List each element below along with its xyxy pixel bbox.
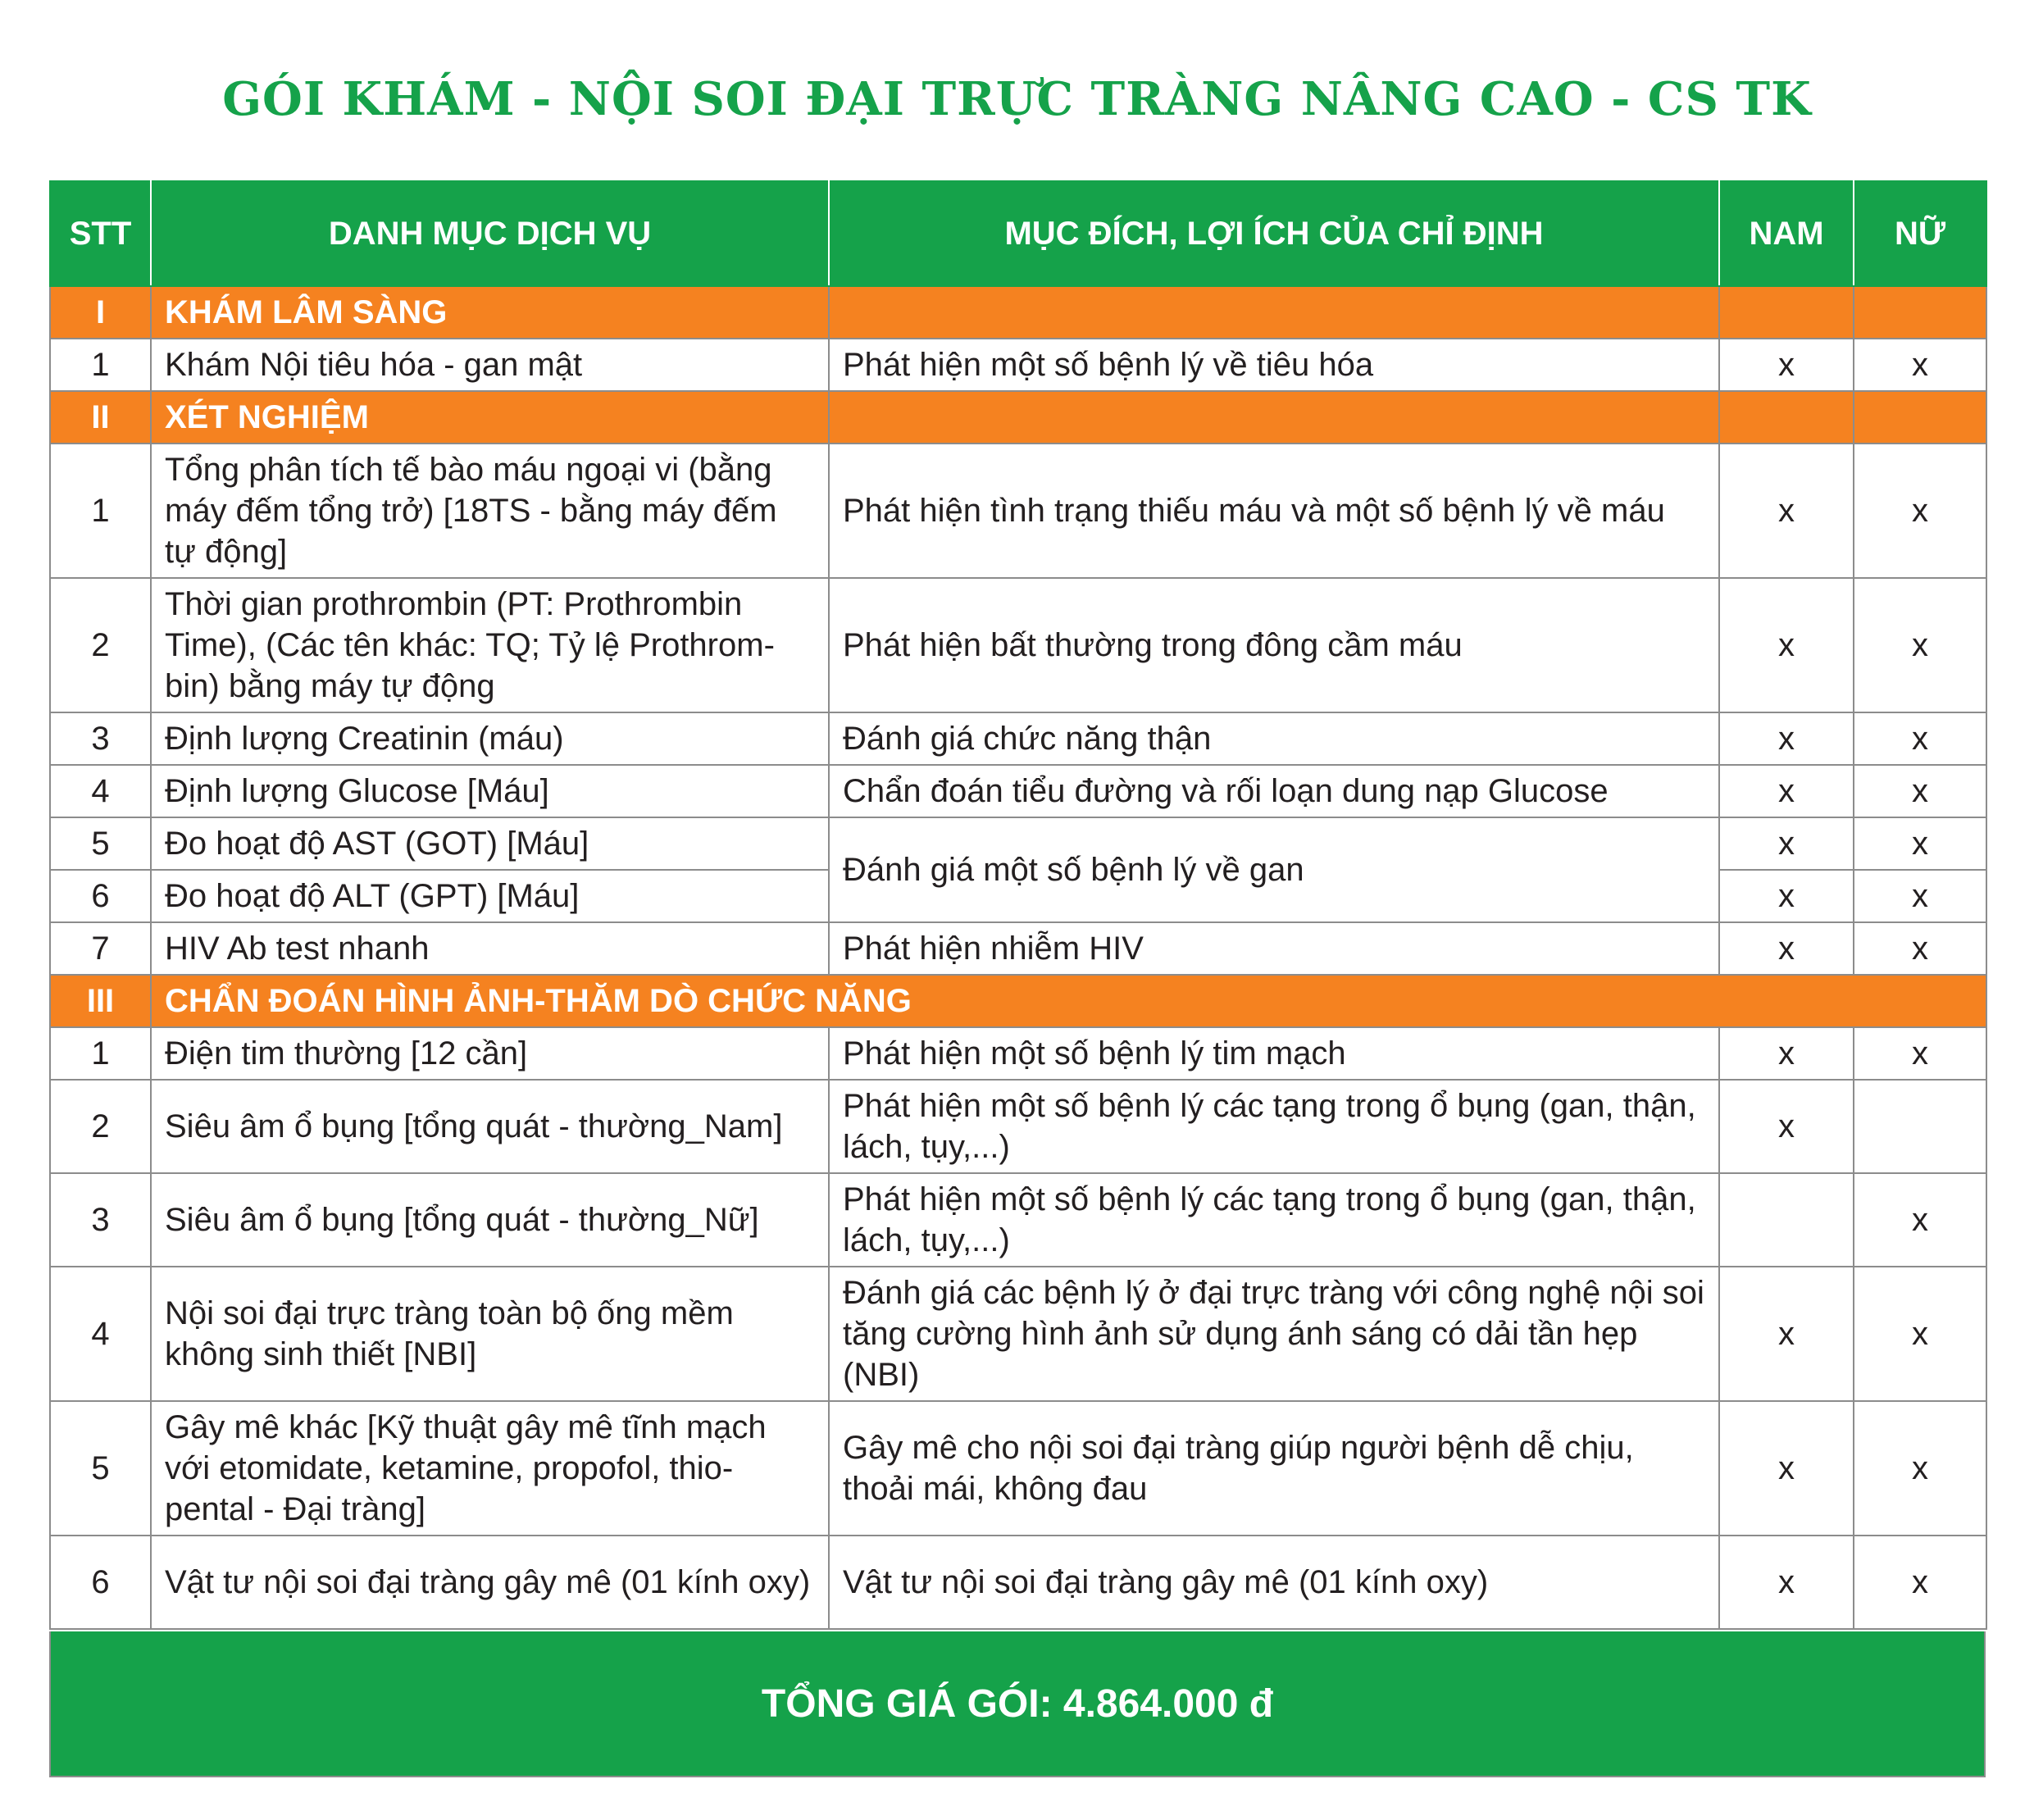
- row-female-mark: x: [1854, 922, 1986, 975]
- row-stt: 6: [50, 1536, 151, 1629]
- row-female-mark: [1854, 1080, 1986, 1173]
- service-package-table: [49, 180, 1987, 1630]
- row-stt: 6: [50, 870, 151, 922]
- row-benefit: Phát hiện tình trạng thiếu máu và một số bệnh lý về máu: [829, 444, 1719, 578]
- section-name: KHÁM LÂM SÀNG: [151, 286, 829, 339]
- row-benefit: Chẩn đoán tiểu đường và rối loạn dung nạp Glucose: [829, 765, 1719, 817]
- header-service: DANH MỤC DỊCH VỤ: [151, 181, 829, 286]
- row-stt: 1: [50, 339, 151, 391]
- row-male-mark: x: [1719, 1536, 1854, 1629]
- row-male-mark: x: [1719, 444, 1854, 578]
- row-benefit: Phát hiện một số bệnh lý về tiêu hóa: [829, 339, 1719, 391]
- row-female-mark: x: [1854, 1027, 1986, 1080]
- row-male-mark: x: [1719, 1027, 1854, 1080]
- row-male-mark: [1719, 1173, 1854, 1267]
- row-service: Thời gian prothrombin (PT: Prothrombin Time), (Các tên khác: TQ; Tỷ lệ Prothrom- bin) bằng máy tự động: [151, 578, 829, 712]
- row-benefit: Đánh giá các bệnh lý ở đại trực tràng với công nghệ nội soi tăng cường hình ảnh sử dụng ánh sáng có dải tần hẹp (NBI): [829, 1267, 1719, 1401]
- row-stt: 2: [50, 578, 151, 712]
- section-row-lab-tests: [50, 391, 1986, 444]
- row-female-mark: x: [1854, 870, 1986, 922]
- row-male-mark: x: [1719, 817, 1854, 870]
- row-service: Siêu âm ổ bụng [tổng quát - thường_Nam]: [151, 1080, 829, 1173]
- row-stt: 2: [50, 1080, 151, 1173]
- row-benefit: Phát hiện một số bệnh lý các tạng trong ổ bụng (gan, thận, lách, tụy,...): [829, 1173, 1719, 1267]
- table-row: [50, 1267, 1986, 1401]
- table-row: [50, 578, 1986, 712]
- row-service: Gây mê khác [Kỹ thuật gây mê tĩnh mạch với etomidate, ketamine, propofol, thio- pental - Đại tràng]: [151, 1401, 829, 1536]
- section-number: II: [50, 391, 151, 444]
- row-stt: 4: [50, 765, 151, 817]
- row-benefit: Đánh giá chức năng thận: [829, 712, 1719, 765]
- row-benefit: Phát hiện bất thường trong đông cầm máu: [829, 578, 1719, 712]
- row-male-mark: x: [1719, 922, 1854, 975]
- row-stt: 5: [50, 817, 151, 870]
- section-number: I: [50, 286, 151, 339]
- row-female-mark: x: [1854, 1267, 1986, 1401]
- total-price-banner: [49, 1631, 1986, 1777]
- header-female: NỮ: [1854, 181, 1986, 286]
- row-male-mark: x: [1719, 339, 1854, 391]
- table-row: [50, 1173, 1986, 1267]
- row-service: Đo hoạt độ ALT (GPT) [Máu]: [151, 870, 829, 922]
- row-stt: 5: [50, 1401, 151, 1536]
- row-service: Định lượng Creatinin (máu): [151, 712, 829, 765]
- row-service: Điện tim thường [12 cần]: [151, 1027, 829, 1080]
- row-service: Định lượng Glucose [Máu]: [151, 765, 829, 817]
- row-female-mark: x: [1854, 1173, 1986, 1267]
- table-row: [50, 444, 1986, 578]
- row-female-mark: x: [1854, 712, 1986, 765]
- row-stt: 1: [50, 1027, 151, 1080]
- row-stt: 3: [50, 1173, 151, 1267]
- row-male-mark: x: [1719, 870, 1854, 922]
- row-stt: 7: [50, 922, 151, 975]
- row-male-mark: x: [1719, 712, 1854, 765]
- row-service: Khám Nội tiêu hóa - gan mật: [151, 339, 829, 391]
- row-stt: 4: [50, 1267, 151, 1401]
- table-row: [50, 817, 1986, 870]
- table-row: [50, 1080, 1986, 1173]
- table-row: [50, 765, 1986, 817]
- table-row: [50, 339, 1986, 391]
- table-row: [50, 712, 1986, 765]
- row-female-mark: x: [1854, 765, 1986, 817]
- section-row-clinical: [50, 286, 1986, 339]
- page-title: GÓI KHÁM - NỘI SOI ĐẠI TRỰC TRÀNG NÂNG CAO - CS TK: [222, 72, 1812, 126]
- row-male-mark: x: [1719, 1401, 1854, 1536]
- row-benefit-merged: Đánh giá một số bệnh lý về gan: [829, 817, 1719, 922]
- row-male-mark: x: [1719, 578, 1854, 712]
- row-male-mark: x: [1719, 1267, 1854, 1401]
- row-stt: 1: [50, 444, 151, 578]
- row-female-mark: x: [1854, 1401, 1986, 1536]
- header-benefit: MỤC ĐÍCH, LỢI ÍCH CỦA CHỈ ĐỊNH: [829, 181, 1719, 286]
- row-female-mark: x: [1854, 817, 1986, 870]
- row-service: Tổng phân tích tế bào máu ngoại vi (bằng máy đếm tổng trở) [18TS - bằng máy đếm tự động]: [151, 444, 829, 578]
- row-female-mark: x: [1854, 578, 1986, 712]
- row-female-mark: x: [1854, 1536, 1986, 1629]
- table-row: [50, 1536, 1986, 1629]
- row-stt: 3: [50, 712, 151, 765]
- row-female-mark: x: [1854, 339, 1986, 391]
- table-row: [50, 922, 1986, 975]
- row-male-mark: x: [1719, 1080, 1854, 1173]
- row-benefit: Gây mê cho nội soi đại tràng giúp người bệnh dễ chịu, thoải mái, không đau: [829, 1401, 1719, 1536]
- row-benefit: Vật tư nội soi đại tràng gây mê (01 kính oxy): [829, 1536, 1719, 1629]
- row-service: Đo hoạt độ AST (GOT) [Máu]: [151, 817, 829, 870]
- table-header-row: [50, 181, 1986, 286]
- row-benefit: Phát hiện một số bệnh lý tim mạch: [829, 1027, 1719, 1080]
- section-row-imaging: [50, 975, 1986, 1027]
- row-male-mark: x: [1719, 765, 1854, 817]
- table-row: [50, 1027, 1986, 1080]
- section-name: CHẨN ĐOÁN HÌNH ẢNH-THĂM DÒ CHỨC NĂNG: [151, 975, 1986, 1027]
- table-row: [50, 1401, 1986, 1536]
- row-service: Siêu âm ổ bụng [tổng quát - thường_Nữ]: [151, 1173, 829, 1267]
- section-number: III: [50, 975, 151, 1027]
- row-service: Nội soi đại trực tràng toàn bộ ống mềm không sinh thiết [NBI]: [151, 1267, 829, 1401]
- row-benefit: Phát hiện nhiễm HIV: [829, 922, 1719, 975]
- row-service: Vật tư nội soi đại tràng gây mê (01 kính oxy): [151, 1536, 829, 1629]
- row-benefit: Phát hiện một số bệnh lý các tạng trong ổ bụng (gan, thận, lách, tụy,...): [829, 1080, 1719, 1173]
- row-service: HIV Ab test nhanh: [151, 922, 829, 975]
- total-price-text: TỔNG GIÁ GÓI: 4.864.000 đ: [761, 1681, 1274, 1726]
- section-name: XÉT NGHIỆM: [151, 391, 829, 444]
- row-female-mark: x: [1854, 444, 1986, 578]
- header-male: NAM: [1719, 181, 1854, 286]
- header-stt: STT: [50, 181, 151, 286]
